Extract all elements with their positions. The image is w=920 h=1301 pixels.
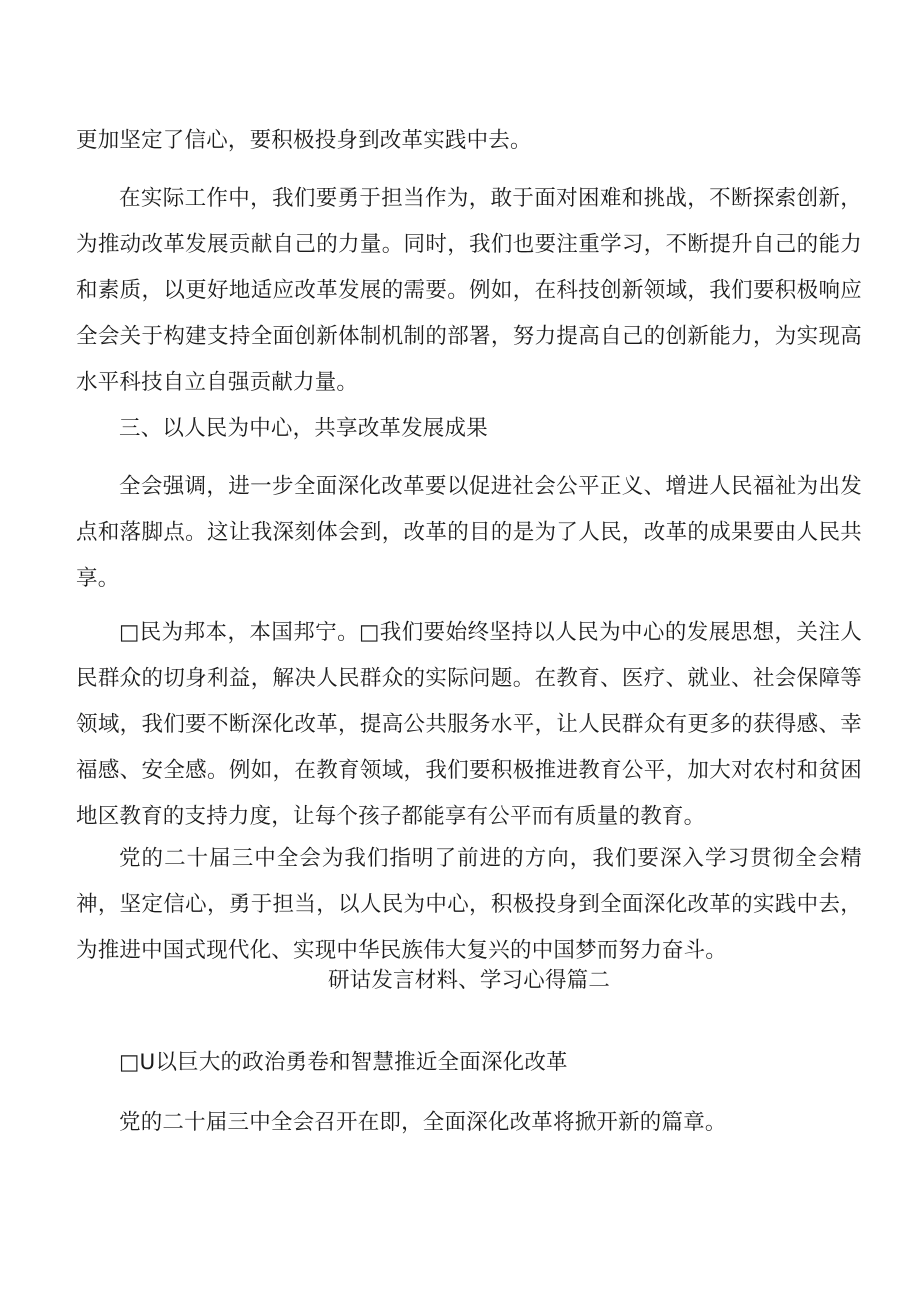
paragraph-practical-work: 在实际工作中，我们要勇于担当作为，敢于面对困难和挑战，不断探索创新，为推动改革发展贡献自己的力量。同时，我们也要注重学习，不断提升自己的能力和素质，以更好地适应改革发展的需要。例如，在科技创新领域，我们要积极响应全会关于构建支持全面创新体制机制的部署，努力提高自己的创新能力，为实现高水平科技自立自强贡献力量。 (76, 186, 862, 395)
section-heading-people-centered: 三、以人民为中心，共享改革发展成果 (119, 416, 488, 441)
paragraph-people-foundation: □民为邦本，本国邦宁。□我们要始终坚持以人民为中心的发展思想，关注人民群众的切身利益，解决人民群众的实际问题。在教育、医疗、就业、社会保障等领域，我们要不断深化改革，提高公共服务水平，让人民群众有更多的获得感、幸福感、安全感。例如，在教育领域，我们要积极推进教育公平，加大对农村和贫困地区教育的支持力度，让每个孩子都能享有公平而有质量的教育。 (76, 620, 862, 829)
paragraph-plenum-emphasis: 全会强调，进一步全面深化改革要以促进社会公平正义、增进人民福祉为出发点和落脚点。这让我深刻体会到，改革的目的是为了人民，改革的成果要由人民共享。 (76, 474, 862, 591)
section-heading-courage-wisdom: □U以巨大的政治勇卷和智慧推近全面深化改革 (119, 1050, 568, 1075)
paragraph-conclusion: 党的二十届三中全会为我们指明了前进的方向，我们要深入学习贯彻全会精神，坚定信心，勇于担当，以人民为中心，积极投身到全面深化改革的实践中去，为推进中国式现代化、实现中华民族伟大复兴的中国梦而努力奋斗。 (76, 846, 862, 963)
paragraph-continuation: 更加坚定了信心，要积极投身到改革实践中去。 (76, 128, 532, 153)
paragraph-plenum-upcoming: 党的二十届三中全会召开在即，全面深化改革将掀开新的篇章。 (119, 1110, 727, 1135)
article-title-part-two: 研诂发言材料、学习心得篇二 (327, 968, 611, 993)
